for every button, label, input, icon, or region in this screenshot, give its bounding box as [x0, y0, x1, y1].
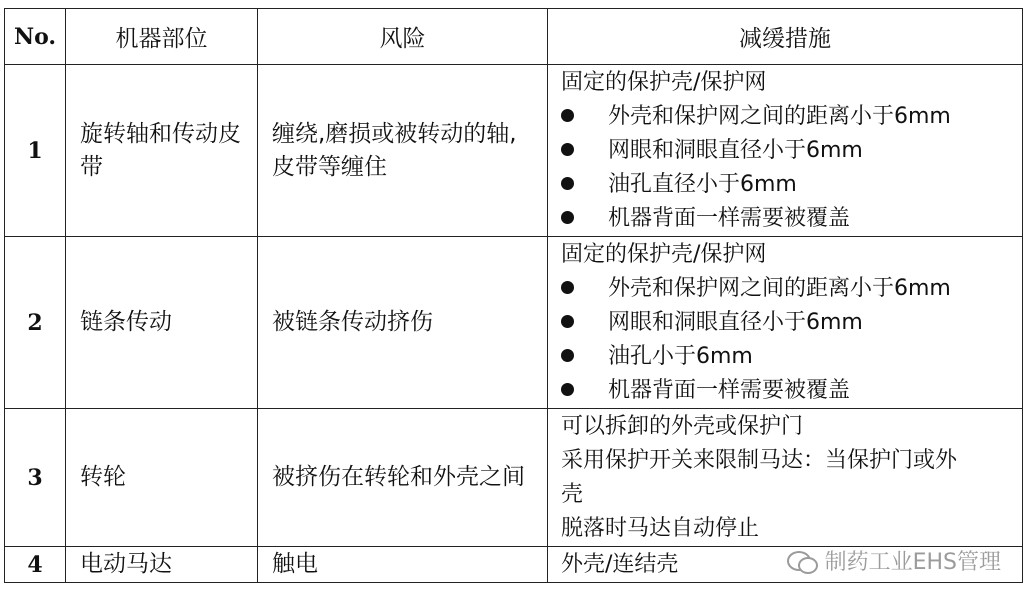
bullet-dot-icon [561, 349, 574, 362]
bullet-dot-icon [561, 281, 574, 294]
watermark-text: 制药工业EHS管理 [824, 550, 1001, 575]
bullet-item: 外壳和保护网之间的距离小于6mm [561, 272, 1022, 306]
cropped-heading-fragment [60, 0, 260, 2]
machine-risk-table [4, 8, 1023, 583]
bullet-item: 外壳和保护网之间的距离小于6mm [561, 100, 1022, 134]
header-row [5, 9, 1023, 65]
bullet-item: 网眼和洞眼直径小于6mm [561, 134, 1022, 168]
row-number: 1 [5, 65, 66, 237]
header-risk: 风险 [258, 9, 548, 65]
row-number: 3 [5, 409, 66, 547]
bullet-dot-icon [561, 315, 574, 328]
mitigation-intro: 固定的保护壳/保护网 [561, 242, 767, 267]
bullet-dot-icon [561, 143, 574, 156]
machine-part-cell: 旋转轴和传动皮带 [66, 65, 258, 237]
wechat-icon [787, 548, 817, 574]
mitigation-line: 可以拆卸的外壳或保护门 [561, 414, 804, 439]
mitigation-cell [548, 237, 1023, 409]
mitigation-line: 采用保护开关来限制马达：当保护门或外 [561, 448, 958, 473]
bullet-item: 油孔直径小于6mm [561, 168, 1022, 202]
header-machine-part: 机器部位 [66, 9, 258, 65]
mitigation-intro: 固定的保护壳/保护网 [561, 70, 767, 95]
table-row [5, 237, 1023, 409]
header-mitigation: 减缓措施 [548, 9, 1023, 65]
header-no: No. [5, 9, 66, 65]
machine-part-cell: 链条传动 [66, 237, 258, 409]
bullet-dot-icon [561, 211, 574, 224]
mitigation-cell [548, 65, 1023, 237]
bullet-item: 油孔小于6mm [561, 340, 1022, 374]
table-row [5, 65, 1023, 237]
bullet-dot-icon [561, 109, 574, 122]
bullet-item: 机器背面一样需要被覆盖 [561, 202, 1022, 236]
bullet-item: 机器背面一样需要被覆盖 [561, 374, 1022, 408]
risk-cell: 被链条传动挤伤 [258, 237, 548, 409]
mitigation-cell [548, 409, 1023, 547]
risk-cell: 触电 [258, 547, 548, 583]
row-number: 2 [5, 237, 66, 409]
mitigation-line: 壳 [561, 482, 584, 507]
table-row [5, 409, 1023, 547]
bullet-item: 网眼和洞眼直径小于6mm [561, 306, 1022, 340]
bullet-dot-icon [561, 177, 574, 190]
machine-part-cell: 电动马达 [66, 547, 258, 583]
mitigation-line: 脱落时马达自动停止 [561, 516, 760, 541]
row-number: 4 [5, 547, 66, 583]
bullet-dot-icon [561, 383, 574, 396]
risk-cell: 被挤伤在转轮和外壳之间 [258, 409, 548, 547]
risk-cell: 缠绕,磨损或被转动的轴,皮带等缠住 [258, 65, 548, 237]
watermark [787, 545, 1001, 576]
machine-part-cell: 转轮 [66, 409, 258, 547]
mitigation-line: 外壳/连结壳 [561, 552, 679, 577]
